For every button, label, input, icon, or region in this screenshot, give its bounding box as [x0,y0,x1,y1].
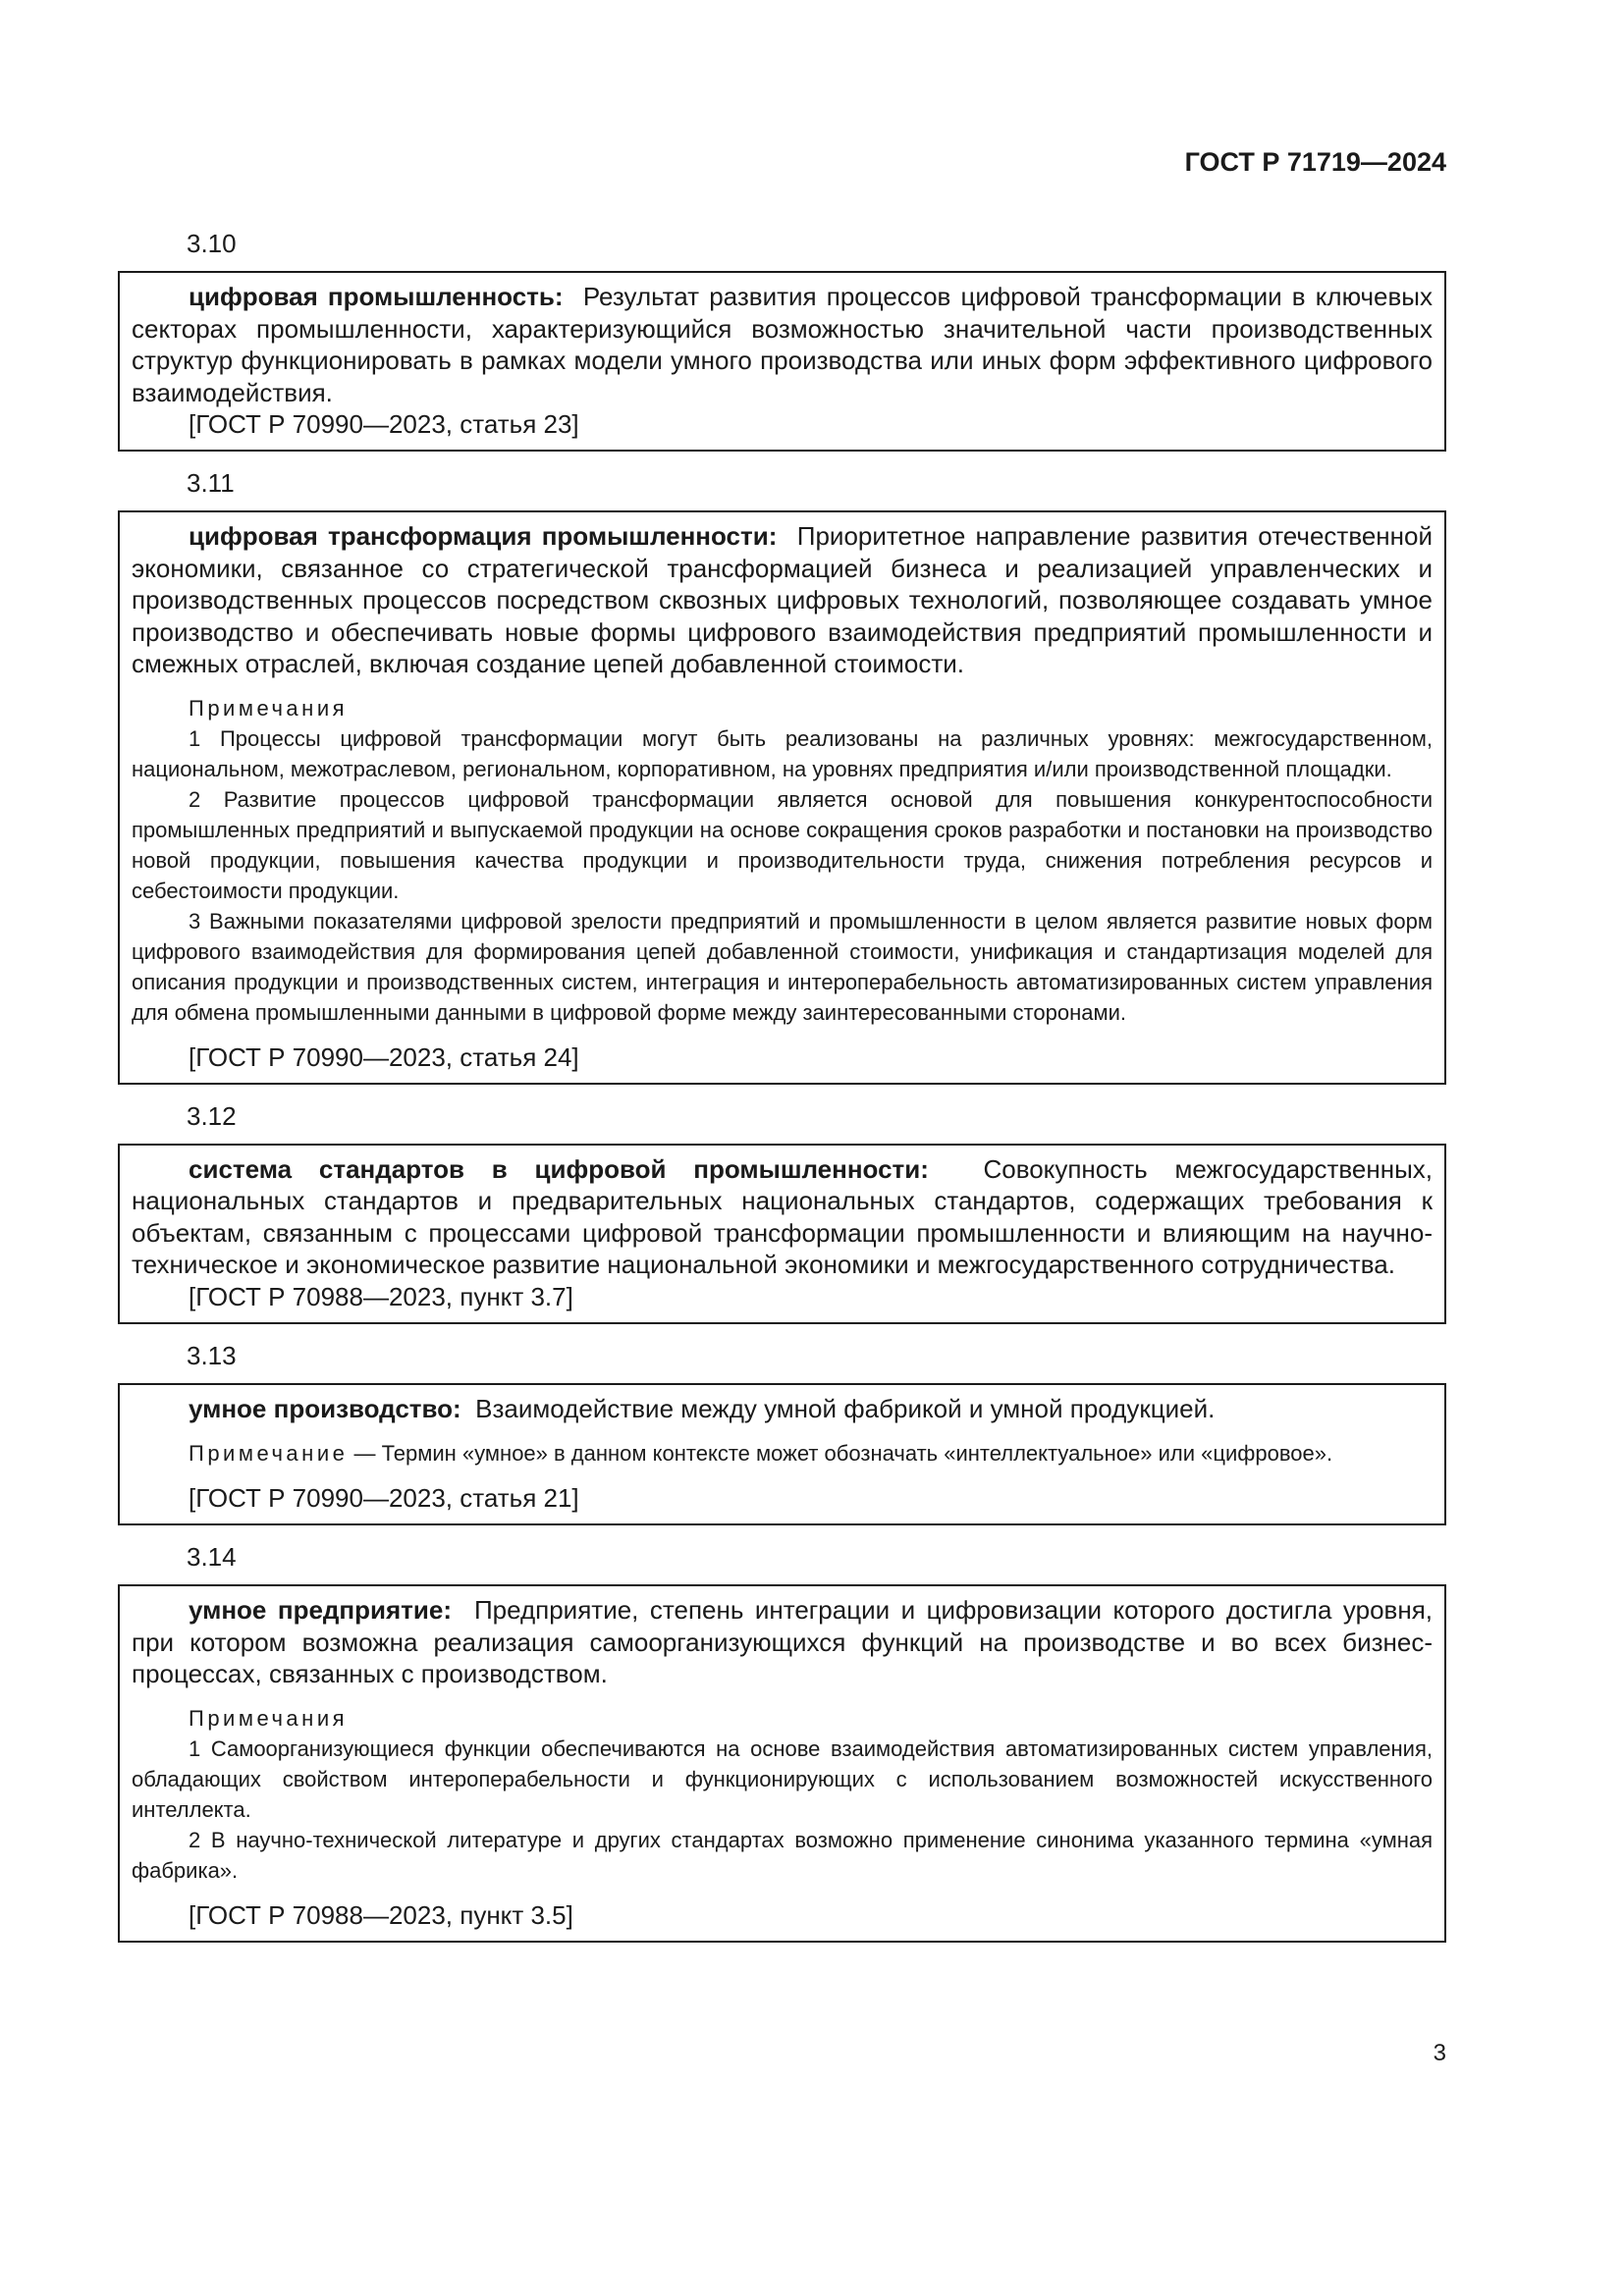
term-source: [ГОСТ Р 70988—2023, пункт 3.7] [189,1281,573,1311]
note-text: — Термин «умное» в данном контексте может обозначать «интеллектуальное» или «цифровое». [353,1441,1333,1466]
entry-number: 3.11 [187,468,235,498]
term-definition [132,520,1433,680]
term-box [118,1584,1446,1943]
note-item [132,1438,1433,1468]
page-number: 3 [1433,2040,1446,2066]
term-definition [132,281,1433,408]
document-body [118,228,1446,1958]
term-name: система стандартов в цифровой промышленности: [189,1153,929,1184]
notes-title: Примечания [189,695,349,721]
term-box [118,510,1446,1085]
note-item: 1 Самоорганизующиеся функции обеспечиваются на основе взаимодействия автоматизированных систем управления, обладающих свойством интероперабельности и функционирующих с использованием возможностей искусственного интеллекта. [132,1735,1433,1822]
term-box [118,1144,1446,1324]
definition-text: Результат развития процессов цифровой трансформации в ключевых секторах промышленности, характеризующийся возможностью значительной части производственных структур функционировать в рамках модели умного производства или иных форм эффективного цифрового взаимодействия. [132,282,1433,407]
definition-text: Предприятие, степень интеграции и цифровизации которого достигла уровня, при котором возможна реализация самоорганизующихся функций на производстве и во всех бизнес-процессах, связанных с производством. [132,1595,1434,1688]
term-source: [ГОСТ Р 70990—2023, статья 24] [189,1041,579,1072]
term-name: умное производство: [189,1393,461,1423]
term-definition [132,1153,1433,1281]
entry-number: 3.14 [187,1542,237,1572]
term-source: [ГОСТ Р 70990—2023, статья 23] [189,409,579,439]
term-box [118,1383,1446,1526]
term-name: умное предприятие: [189,1595,452,1625]
definition-text: Совокупность межгосударственных, национальных стандартов и предварительных национальных стандартов, содержащих требования к объектам, связанным с процессами цифровой трансформации промышленности и влияющим на научно-техническое и экономическое развитие национальной экономики и межгосударственного сотрудничества. [132,1153,1434,1279]
term-definition [132,1594,1433,1690]
note-item: 3 Важными показателями цифровой зрелости предприятий и промышленности в целом является развитие новых форм цифрового взаимодействия для формирования цепей добавленной стоимости, унификация и стандартизация моделей для описания продукции и производственных систем, интеграция и интероперабельность автоматизированных систем управления для обмена промышленными данными в цифровой форме между заинтересованными сторонами. [132,908,1433,1025]
document-header: ГОСТ Р 71719—2024 [1184,147,1446,177]
note-label: Примечание [189,1441,349,1466]
definition-text: Взаимодействие между умной фабрикой и умной продукцией. [475,1393,1216,1423]
term-name: цифровая промышленность: [189,282,564,311]
notes-title: Примечания [189,1705,349,1731]
term-box [118,271,1446,452]
term-name: цифровая трансформация промышленности: [189,521,778,551]
entry-number: 3.10 [187,229,237,258]
note-item: 2 В научно-технической литературе и других стандартах возможно применение синонима указанного термина «умная фабрика». [132,1827,1433,1883]
term-definition [132,1393,1433,1425]
definition-text: Приоритетное направление развития отечественной экономики, связанное со стратегической трансформацией бизнеса и реализацией управленческих и производственных процессов посредством сквозных цифровых технологий, позволяющее создавать умное производство и обеспечивать новые формы цифрового взаимодействия предприятий промышленности и смежных отраслей, включая создание цепей добавленной стоимости. [132,521,1433,678]
note-item: 1 Процессы цифровой трансформации могут быть реализованы на различных уровнях: межгосударственном, национальном, межотраслевом, региональном, корпоративном, на уровнях предприятия и/или производственной площадки. [132,725,1433,781]
term-source: [ГОСТ Р 70990—2023, статья 21] [189,1483,579,1513]
notes-block [132,1704,1433,1886]
notes-block [132,694,1433,1028]
note-item: 2 Развитие процессов цифровой трансформации является основой для повышения конкурентоспособности промышленных предприятий и выпускаемой продукции на основе сокращения сроков разработки и постановки на производство новой продукции, повышения качества продукции и производительности труда, снижения потребления ресурсов и себестоимости продукции. [132,786,1433,903]
entry-number: 3.12 [187,1100,237,1131]
entry-number: 3.13 [187,1340,237,1370]
term-source: [ГОСТ Р 70988—2023, пункт 3.5] [189,1899,573,1930]
